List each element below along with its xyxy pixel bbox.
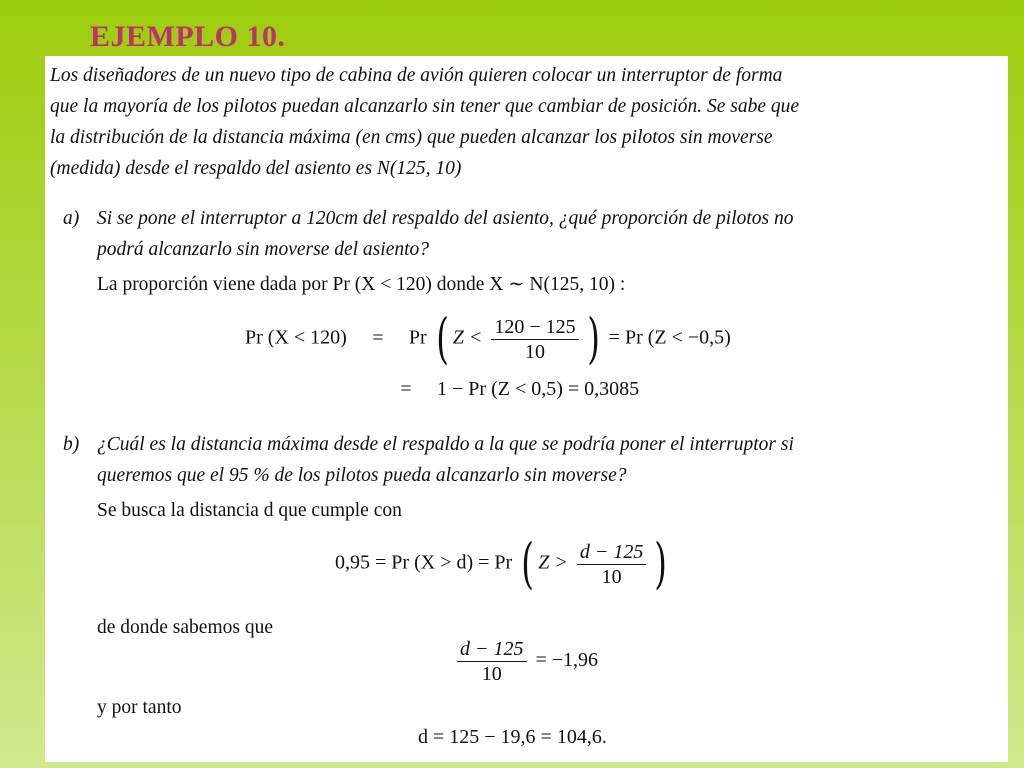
eq5: d = 125 − 19,6 = 104,6. (418, 726, 607, 748)
left-paren: ( (435, 307, 449, 370)
right-paren: ) (586, 307, 600, 370)
content-panel (45, 56, 1008, 762)
eq2-rhs: 1 − Pr (Z < 0,5) = 0,3085 (437, 378, 640, 400)
eq4-rhs: = −1,96 (535, 649, 599, 672)
right-paren: ) (654, 532, 668, 595)
question-line: podrá alcanzarlo sin moverse del asiento? (97, 239, 430, 260)
part-a-tag: a) (63, 208, 80, 229)
eq4-denominator: 10 (481, 663, 502, 685)
intro-line: Los diseñadores de un nuevo tipo de cabina de avión quieren colocar un interruptor de forma (50, 65, 783, 86)
problem-statement (50, 60, 1000, 184)
eq4-numerator: d − 125 (457, 637, 527, 662)
eq1-fraction (491, 315, 578, 364)
equation-a1 (245, 307, 731, 370)
slide-title: EJEMPLO 10. (90, 20, 286, 53)
part-b-question (97, 429, 993, 491)
left-paren: ( (521, 532, 535, 595)
part-a (63, 203, 993, 265)
equation-b3 (418, 722, 607, 753)
part-b-text-3: y por tanto (97, 697, 182, 718)
eq4-fraction (457, 637, 527, 686)
question-line: queremos que el 95 % de los pilotos pueda alcanzarlo sin moverse? (97, 465, 627, 486)
equation-b1 (335, 532, 671, 595)
question-line: ¿Cuál es la distancia máxima desde el respaldo a la que se podría poner el interruptor si (97, 434, 794, 455)
part-b-text-2: de donde sabemos que (97, 617, 273, 638)
eq1-pr: Pr (408, 326, 427, 349)
question-line: Si se pone el interruptor a 120cm del respaldo del asiento, ¿qué proporción de pilotos no (97, 208, 794, 229)
eq1-rhs: = Pr (Z < −0,5) (608, 326, 731, 349)
eq1-numerator: 120 − 125 (491, 315, 578, 340)
eq3-lhs: 0,95 = Pr (X > d) = Pr (335, 551, 513, 574)
part-b (63, 429, 993, 491)
eq3-denominator: 10 (601, 565, 622, 588)
eq3-z: Z > (538, 551, 568, 574)
eq1-sign: = (372, 326, 384, 349)
eq3-fraction (577, 540, 647, 589)
eq1-lhs: Pr (X < 120) (245, 326, 347, 349)
part-b-tag: b) (63, 434, 80, 455)
equation-a2 (380, 374, 639, 405)
part-a-answer-intro: La proporción viene dada por Pr (X < 120) donde X ∼ N(125, 10) : (97, 274, 626, 295)
part-a-question (97, 203, 993, 265)
eq1-denominator: 10 (524, 340, 545, 363)
part-b-answer-intro: Se busca la distancia d que cumple con (97, 500, 402, 521)
intro-line: que la mayoría de los pilotos puedan alcanzarlo sin tener que cambiar de posición. Se sabe que (50, 96, 800, 117)
eq3-numerator: d − 125 (577, 540, 647, 565)
eq1-z: Z < (452, 326, 483, 349)
intro-line: (medida) desde el respaldo del asiento es N(125, 10) (50, 158, 462, 179)
intro-line: la distribución de la distancia máxima (en cms) que pueden alcanzar los pilotos sin moverse (50, 127, 773, 148)
eq2-sign: = (400, 378, 412, 400)
equation-b2 (453, 637, 598, 686)
